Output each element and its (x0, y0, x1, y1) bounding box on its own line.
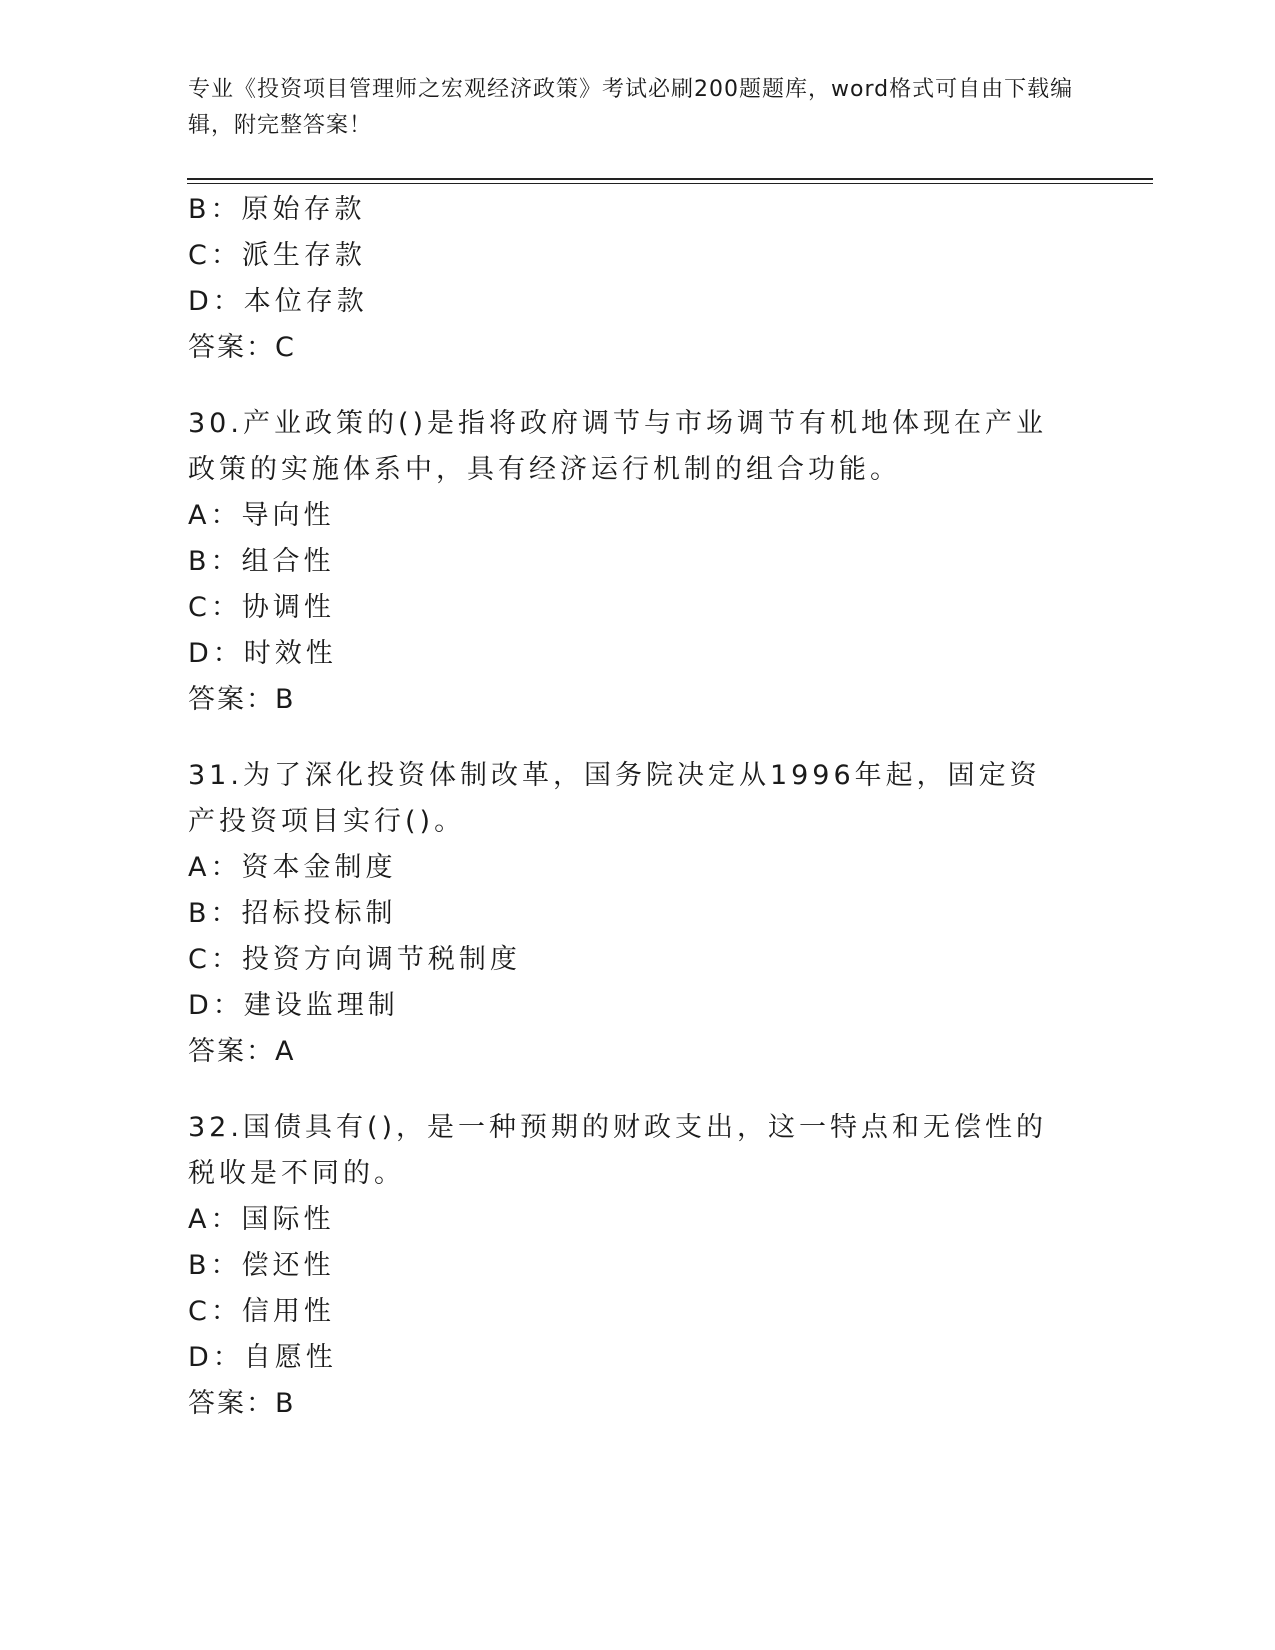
question-text: 31.为了深化投资体制改革，国务院决定从1996年起，固定资产投资项目实行()。 (188, 760, 1041, 837)
answer: 答案：A (188, 1036, 296, 1067)
question-32 (188, 1105, 1088, 1427)
document-body (188, 187, 1088, 1427)
partial-question (188, 187, 1088, 371)
question-text: 32.国债具有()，是一种预期的财政支出，这一特点和无偿性的税收是不同的。 (188, 1112, 1048, 1189)
question-31 (188, 753, 1088, 1075)
option-b: B：招标投标制 (188, 898, 397, 929)
option-d: D：时效性 (188, 638, 337, 669)
option-a: A：资本金制度 (188, 852, 397, 883)
option-c: C：协调性 (188, 592, 335, 623)
option-b: B：偿还性 (188, 1250, 335, 1281)
option-d: D：建设监理制 (188, 990, 399, 1021)
question-text: 30.产业政策的()是指将政府调节与市场调节有机地体现在产业政策的实施体系中，具有经济运行机制的组合功能。 (188, 408, 1048, 485)
option-a: A：导向性 (188, 500, 335, 531)
option-b: B：组合性 (188, 546, 335, 577)
answer: 答案：B (188, 684, 296, 715)
answer: 答案：C (188, 332, 296, 363)
header-divider (187, 178, 1153, 184)
option-d: D：本位存款 (188, 286, 368, 317)
answer: 答案：B (188, 1388, 296, 1419)
option-d: D：自愿性 (188, 1342, 337, 1373)
option-a: A：国际性 (188, 1204, 335, 1235)
question-30 (188, 401, 1088, 723)
option-c: C：投资方向调节税制度 (188, 944, 521, 975)
option-c: C：信用性 (188, 1296, 335, 1327)
document-header: 专业《投资项目管理师之宏观经济政策》考试必刷200题题库，word格式可自由下载编辑，附完整答案！ (188, 77, 1074, 138)
option-b: B：原始存款 (188, 194, 366, 225)
option-c: C：派生存款 (188, 240, 366, 271)
